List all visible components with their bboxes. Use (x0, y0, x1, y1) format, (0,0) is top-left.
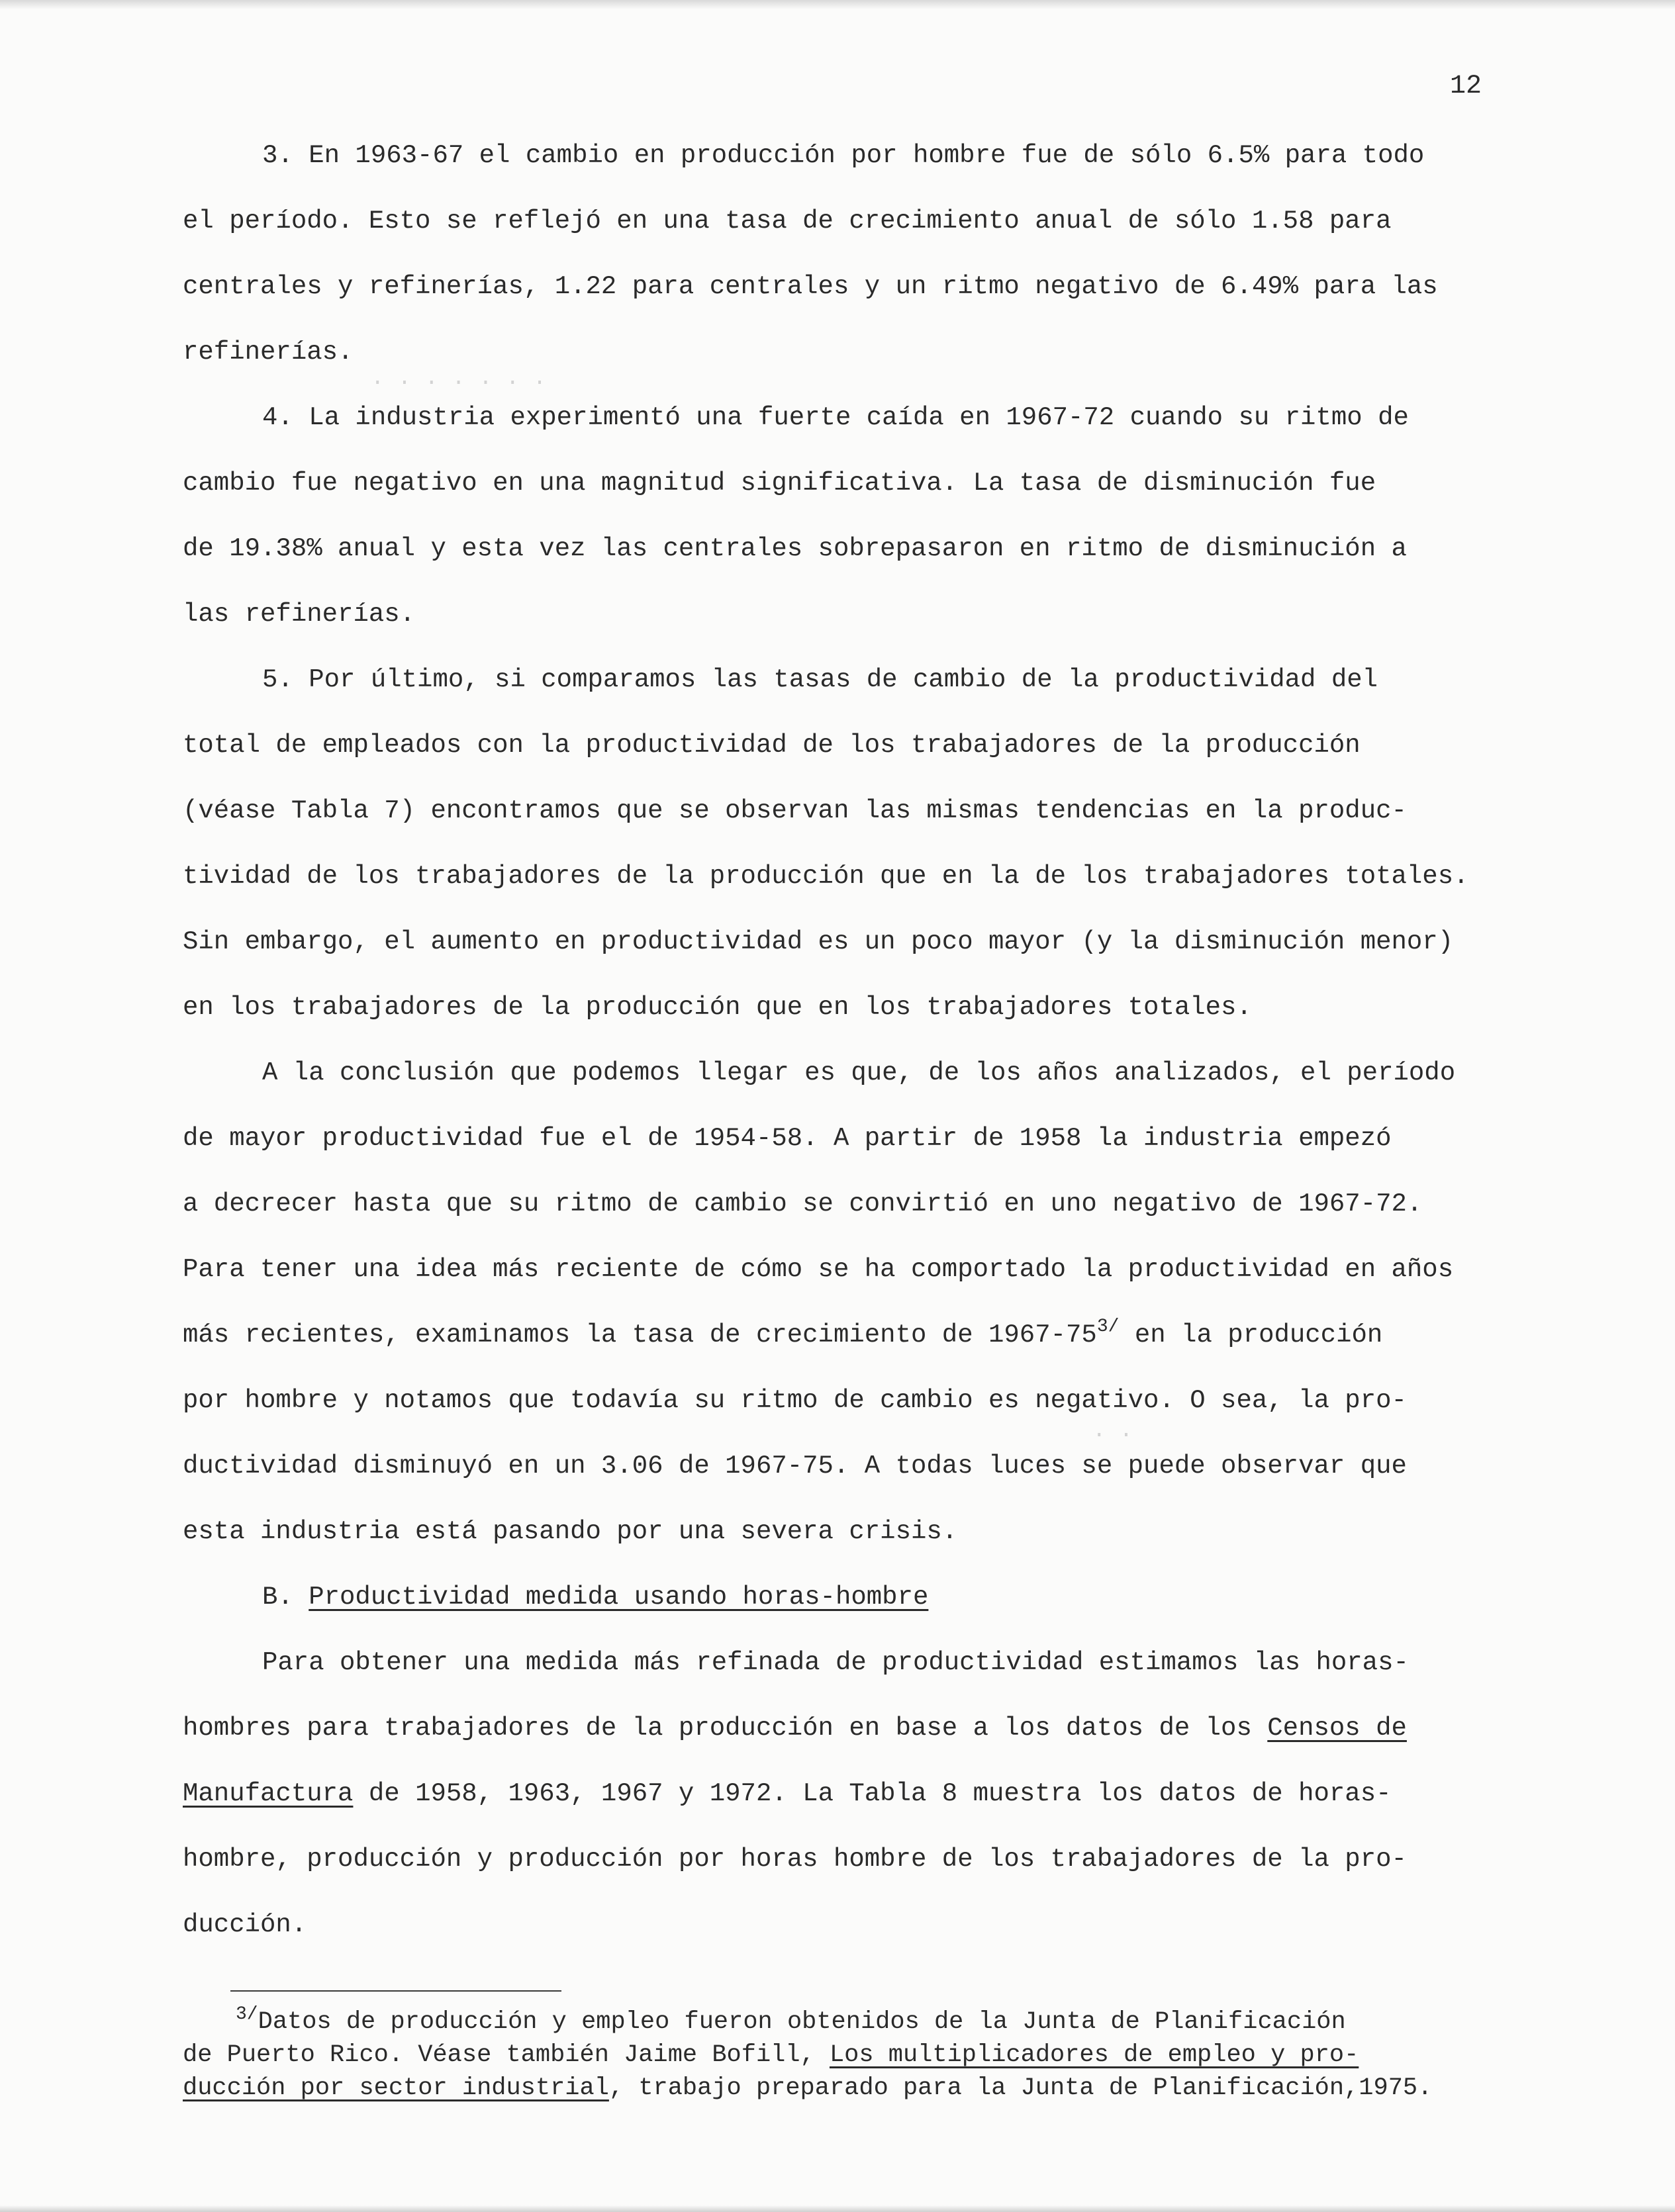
footnote-line (183, 2005, 1652, 2039)
text-line: 3. En 1963-67 el cambio en producción por hombre fue de sólo 6.5% para todo (262, 141, 1425, 170)
text-line: 5. Por último, si comparamos las tasas de cambio de la productividad del (262, 665, 1378, 694)
text-line: hombre, producción y producción por horas hombre de los trabajadores de la pro- (183, 1845, 1407, 1874)
text-segment: en la producción (1119, 1320, 1383, 1350)
section-heading (183, 1565, 1573, 1630)
text-line: refinerías. (183, 338, 354, 367)
text-line: ductividad disminuyó en un 3.06 de 1967-75. A todas luces se puede observar que (183, 1452, 1407, 1481)
text-line: en los trabajadores de la producción que en los trabajadores totales. (183, 993, 1252, 1022)
text-line (183, 1303, 1573, 1368)
text-line (183, 1565, 1573, 1630)
text-segment: de 1958, 1963, 1967 y 1972. La Tabla 8 muestra los datos de horas- (353, 1779, 1392, 1808)
text-segment: Datos de producción y empleo fueron obtenidos de la Junta de Planificación (258, 2008, 1346, 2036)
paragraph-conclusion (183, 1040, 1573, 1565)
paragraph-horas-hombre (183, 1630, 1573, 1958)
footnote-line (183, 2072, 1652, 2105)
text-line: A la conclusión que podemos llegar es que, de los años analizados, el período (262, 1058, 1456, 1087)
body-text (183, 123, 1573, 1958)
text-line: el período. Esto se reflejó en una tasa de crecimiento anual de sólo 1.58 para (183, 207, 1392, 236)
text-line: 4. La industria experimentó una fuerte caída en 1967-72 cuando su ritmo de (262, 403, 1409, 432)
paragraph-4 (183, 385, 1573, 647)
text-line: (véase Tabla 7) encontramos que se observan las mismas tendencias en la produc- (183, 796, 1407, 825)
paragraph-5 (183, 647, 1573, 1040)
bleed-through-mark: · · (1092, 1423, 1133, 1448)
footnote-line (183, 2039, 1652, 2072)
text-line (183, 1696, 1573, 1761)
footnote-separator (230, 1990, 561, 1992)
text-line: Sin embargo, el aumento en productividad es un poco mayor (y la disminución menor) (183, 927, 1454, 956)
text-line: cambio fue negativo en una magnitud significativa. La tasa de disminución fue (183, 469, 1376, 498)
text-line: esta industria está pasando por una severa crisis. (183, 1517, 958, 1546)
text-segment: más recientes, examinamos la tasa de crecimiento de 1967-75 (183, 1320, 1097, 1350)
text-line: las refinerías. (183, 600, 416, 629)
footnote-reference: 3/ (1096, 1316, 1120, 1337)
text-line (183, 1761, 1573, 1827)
cited-title: Manufactura (183, 1779, 354, 1808)
text-line: de 19.38% anual y esta vez las centrales sobrepasaron en ritmo de disminución a (183, 534, 1407, 563)
page-number: 12 (1450, 71, 1482, 101)
text-line: tividad de los trabajadores de la producción que en la de los trabajadores totales. (183, 862, 1469, 891)
footnote-marker: 3/ (236, 2004, 258, 2025)
cited-title: ducción por sector industrial (183, 2074, 609, 2102)
text-line: Para obtener una medida más refinada de productividad estimamos las horas- (262, 1648, 1409, 1677)
paragraph-3 (183, 123, 1573, 385)
cited-title: Censos de (1267, 1714, 1407, 1743)
scan-top-edge (0, 0, 1675, 9)
footnote (183, 2005, 1652, 2105)
text-line: centrales y refinerías, 1.22 para centrales y un ritmo negativo de 6.49% para las (183, 272, 1438, 301)
text-segment: de Puerto Rico. Véase también Jaime Bofill, (183, 2041, 830, 2069)
scan-bottom-edge (0, 2205, 1675, 2212)
section-label: B. (262, 1583, 293, 1612)
bleed-through-mark: · · · · · · · (371, 371, 547, 396)
text-line: de mayor productividad fue el de 1954-58. A partir de 1958 la industria empezó (183, 1124, 1392, 1153)
text-line: ducción. (183, 1910, 307, 1939)
text-line: Para tener una idea más reciente de cómo se ha comportado la productividad en años (183, 1255, 1454, 1284)
text-segment: , trabajo preparado para la Junta de Planificación,1975. (608, 2074, 1433, 2102)
cited-title: Los multiplicadores de empleo y pro- (829, 2041, 1359, 2069)
section-title: Productividad medida usando horas-hombre (309, 1583, 929, 1612)
text-line: a decrecer hasta que su ritmo de cambio se convirtió en uno negativo de 1967-72. (183, 1189, 1423, 1219)
text-line: total de empleados con la productividad de los trabajadores de la producción (183, 731, 1361, 760)
text-line: por hombre y notamos que todavía su ritmo de cambio es negativo. O sea, la pro- (183, 1386, 1407, 1415)
text-segment: hombres para trabajadores de la producción en base a los datos de los (183, 1714, 1268, 1743)
